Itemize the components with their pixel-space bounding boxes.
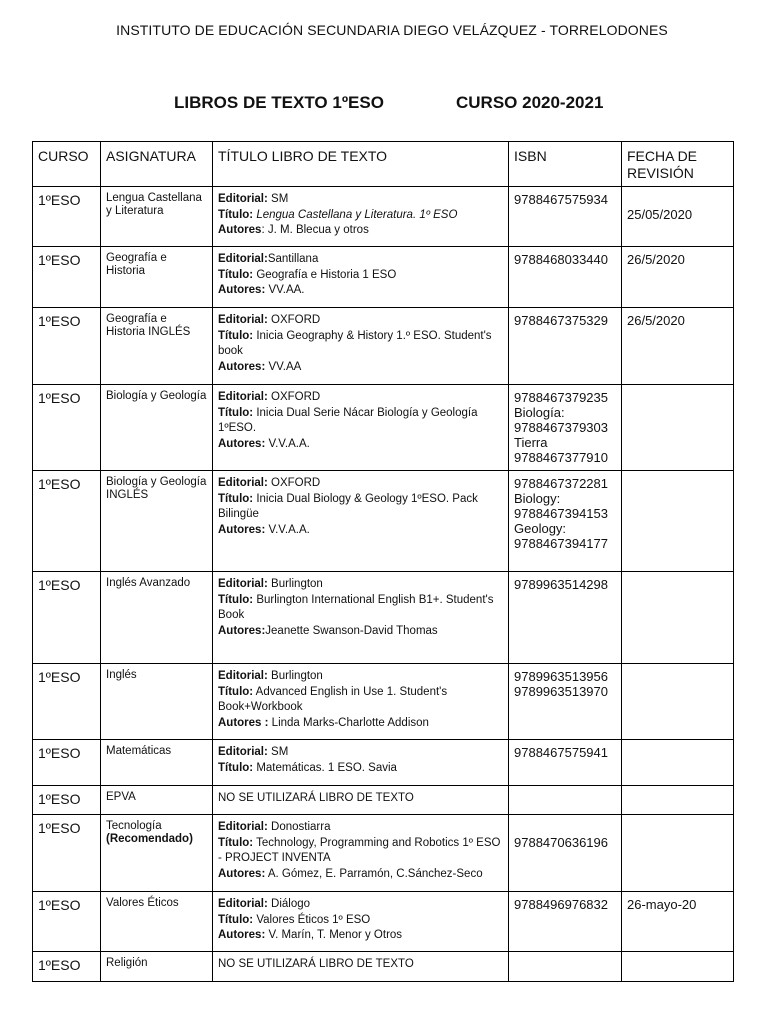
autores-label: Autores: (218, 360, 266, 373)
cell-fecha (622, 664, 734, 740)
cell-asignatura (101, 572, 213, 664)
asignatura-note: (Recomendado) (106, 833, 193, 845)
asignatura-text: Geografía e Historia (106, 252, 167, 277)
cell-titulo (213, 815, 509, 892)
titulo-value: Inicia Geography & History 1.º ESO. Student's book (218, 329, 492, 357)
titulo-label: Título: (218, 836, 254, 849)
cell-fecha: 25/05/2020 (622, 187, 734, 247)
editorial-line (218, 252, 503, 268)
cell-fecha (622, 786, 734, 815)
titulo-value: Lengua Castellana y Literatura. 1º ESO (253, 208, 458, 221)
titulo-value: Technology, Programming and Robotics 1º ESO - PROJECT INVENTA (218, 836, 501, 864)
isbn-line: 9788467379235 (514, 390, 608, 405)
cell-fecha (622, 815, 734, 892)
editorial-line (218, 669, 503, 685)
editorial-line (218, 745, 503, 761)
table-row (33, 815, 734, 892)
editorial-line (218, 313, 503, 329)
cell-fecha (622, 572, 734, 664)
editorial-label: Editorial: (218, 898, 268, 910)
autores-value: : J. M. Blecua y otros (261, 224, 369, 236)
table-row (33, 664, 734, 740)
editorial-value: Santillana (267, 253, 319, 265)
table-row (33, 385, 734, 471)
asignatura-text: Biología y Geología INGLÉS (106, 476, 207, 501)
editorial-line (218, 476, 503, 492)
titulo-value: Matemáticas. 1 ESO. Savia (253, 761, 397, 774)
cell-fecha: 26/5/2020 (622, 308, 734, 385)
editorial-line (218, 192, 503, 208)
header-fecha: FECHA DE REVISIÓN (622, 142, 734, 187)
cell-titulo (213, 740, 509, 786)
titulo-line (218, 761, 503, 777)
cell-asignatura (101, 892, 213, 952)
autores-value: Linda Marks-Charlotte Addison (268, 716, 429, 729)
titulo-label: Título: (218, 329, 254, 342)
header-isbn: ISBN (509, 142, 622, 187)
titulo-line (218, 685, 503, 716)
titulo-label: Título: (218, 208, 254, 221)
autores-label: Autores: (218, 867, 266, 880)
titulo-line (218, 208, 503, 224)
cell-asignatura (101, 385, 213, 471)
titulo-line (218, 836, 503, 867)
autores-value: A. Gómez, E. Parramón, C.Sánchez-Seco (265, 867, 483, 880)
cell-fecha (622, 471, 734, 572)
asignatura-text: Inglés (106, 669, 137, 681)
titulo-value: Geografía e Historia 1 ESO (253, 268, 397, 281)
titulo-label: Título: (218, 913, 254, 926)
editorial-label: Editorial: (218, 477, 268, 489)
cell-curso: 1ºESO (33, 385, 101, 471)
autores-label: Autores: (218, 624, 266, 637)
cell-asignatura (101, 786, 213, 815)
cell-titulo (213, 952, 509, 982)
editorial-label: Editorial: (218, 821, 268, 833)
isbn-line: 9788467379303 (514, 420, 608, 435)
table-row (33, 187, 734, 247)
isbn-line: 9788467394153 (514, 506, 608, 521)
titulo-line (218, 492, 503, 523)
asignatura-text: Matemáticas (106, 745, 172, 757)
cell-titulo (213, 385, 509, 471)
autores-label: Autores: (218, 523, 266, 536)
cell-titulo (213, 786, 509, 815)
cell-isbn (509, 385, 622, 471)
autores-label: Autores (218, 224, 262, 236)
table-row (33, 952, 734, 982)
autores-line (218, 867, 503, 883)
editorial-value: Burlington (267, 578, 323, 590)
isbn-line: 9789963513970 (514, 684, 608, 699)
titulo-value: Burlington International English B1+. Student's Book (218, 593, 494, 621)
editorial-label: Editorial: (218, 253, 268, 265)
cell-fecha: 26-mayo-20 (622, 892, 734, 952)
isbn-line: Tierra (514, 435, 548, 450)
isbn-line: 9788467575941 (514, 745, 608, 760)
isbn-line (514, 820, 616, 835)
cell-asignatura (101, 247, 213, 308)
cell-isbn (509, 664, 622, 740)
autores-line (218, 223, 503, 239)
no-book-note: NO SE UTILIZARÁ LIBRO DE TEXTO (218, 792, 414, 804)
cell-isbn (509, 815, 622, 892)
header-curso: CURSO (33, 142, 101, 187)
editorial-value: OXFORD (267, 314, 321, 326)
editorial-label: Editorial: (218, 391, 268, 403)
cell-asignatura (101, 815, 213, 892)
cell-asignatura (101, 187, 213, 247)
table-row (33, 572, 734, 664)
cell-isbn (509, 952, 622, 982)
autores-value: Jeanette Swanson-David Thomas (265, 624, 438, 637)
cell-asignatura (101, 740, 213, 786)
editorial-value: SM (267, 746, 289, 758)
table-row (33, 786, 734, 815)
autores-line (218, 523, 503, 539)
cell-isbn (509, 786, 622, 815)
editorial-value: Donostiarra (267, 821, 331, 833)
header-titulo: TÍTULO LIBRO DE TEXTO (213, 142, 509, 187)
asignatura-text: Biología y Geología (106, 390, 207, 402)
isbn-line: 9788468033440 (514, 252, 608, 267)
table-row (33, 471, 734, 572)
asignatura-text: Valores Éticos (106, 897, 179, 909)
table-row (33, 740, 734, 786)
autores-line (218, 624, 503, 640)
cell-curso: 1ºESO (33, 187, 101, 247)
titulo-label: Título: (218, 761, 254, 774)
table-row (33, 247, 734, 308)
editorial-value: OXFORD (267, 391, 321, 403)
cell-fecha (622, 952, 734, 982)
titulo-value: Inicia Dual Serie Nácar Biología y Geología 1ºESO. (218, 406, 478, 434)
editorial-line (218, 390, 503, 406)
editorial-value: OXFORD (267, 477, 321, 489)
cell-curso: 1ºESO (33, 786, 101, 815)
cell-fecha: 26/5/2020 (622, 247, 734, 308)
editorial-label: Editorial: (218, 193, 268, 205)
table-row (33, 892, 734, 952)
cell-isbn (509, 247, 622, 308)
autores-value: VV.AA (265, 360, 302, 373)
cell-isbn (509, 187, 622, 247)
cell-titulo (213, 471, 509, 572)
cell-asignatura (101, 952, 213, 982)
editorial-label: Editorial: (218, 314, 268, 326)
title-course-year: CURSO 2020-2021 (456, 93, 604, 112)
cell-curso: 1ºESO (33, 952, 101, 982)
cell-isbn (509, 892, 622, 952)
titulo-line (218, 406, 503, 437)
editorial-line (218, 820, 503, 836)
cell-curso: 1ºESO (33, 471, 101, 572)
cell-curso: 1ºESO (33, 308, 101, 385)
editorial-value: Burlington (267, 670, 323, 682)
table-header-row (33, 142, 734, 187)
cell-fecha (622, 385, 734, 471)
isbn-line: 9788467372281 (514, 476, 608, 491)
editorial-value: Diálogo (267, 898, 311, 910)
titulo-line (218, 329, 503, 360)
editorial-line (218, 577, 503, 593)
table-row (33, 308, 734, 385)
cell-curso: 1ºESO (33, 247, 101, 308)
autores-value: V.V.A.A. (265, 437, 310, 450)
editorial-label: Editorial: (218, 578, 268, 590)
autores-line (218, 928, 503, 944)
autores-label: Autores: (218, 437, 266, 450)
asignatura-text: EPVA (106, 791, 136, 803)
autores-value: V. Marín, T. Menor y Otros (265, 929, 403, 941)
autores-line (218, 437, 503, 453)
isbn-line: Biología: (514, 405, 565, 420)
titulo-label: Título: (218, 268, 254, 281)
titulo-label: Título: (218, 406, 254, 419)
titulo-line (218, 593, 503, 624)
autores-label: Autores : (218, 716, 269, 729)
asignatura-text: Lengua Castellana y Literatura (106, 192, 202, 217)
cell-titulo (213, 187, 509, 247)
cell-asignatura (101, 664, 213, 740)
cell-curso: 1ºESO (33, 740, 101, 786)
asignatura-text: Inglés Avanzado (106, 577, 191, 589)
asignatura-text: Geografía e Historia INGLÉS (106, 313, 191, 338)
editorial-label: Editorial: (218, 746, 268, 758)
cell-curso: 1ºESO (33, 892, 101, 952)
autores-label: Autores: (218, 284, 266, 296)
cell-asignatura (101, 471, 213, 572)
editorial-line (218, 897, 503, 913)
institute-name: INSTITUTO DE EDUCACIÓN SECUNDARIA DIEGO VELÁZQUEZ - TORRELODONES (116, 22, 668, 38)
titulo-line (218, 913, 503, 929)
cell-titulo (213, 572, 509, 664)
cell-isbn (509, 740, 622, 786)
isbn-line: 9788467394177 (514, 536, 608, 551)
isbn-line: 9788467375329 (514, 313, 608, 328)
autores-line (218, 716, 503, 732)
titulo-value: Valores Éticos 1º ESO (253, 913, 371, 926)
cell-titulo (213, 892, 509, 952)
asignatura-text: Religión (106, 957, 148, 969)
titulo-value: Advanced English in Use 1. Student's Book+Workbook (218, 685, 448, 713)
autores-line (218, 283, 503, 299)
cell-asignatura (101, 308, 213, 385)
titulo-value: Inicia Dual Biology & Geology 1ºESO. Pack Bilingüe (218, 492, 478, 520)
titulo-label: Título: (218, 593, 254, 606)
cell-curso: 1ºESO (33, 664, 101, 740)
editorial-value: SM (267, 193, 289, 205)
titulo-line (218, 268, 503, 284)
isbn-line: Geology: (514, 521, 567, 536)
isbn-line: 9788467575934 (514, 192, 608, 207)
isbn-line: 9788496976832 (514, 897, 608, 912)
cell-titulo (213, 664, 509, 740)
editorial-label: Editorial: (218, 670, 268, 682)
autores-value: V.V.A.A. (265, 523, 310, 536)
isbn-line: 9789963514298 (514, 577, 608, 592)
cell-curso: 1ºESO (33, 572, 101, 664)
cell-titulo (213, 308, 509, 385)
autores-value: VV.AA. (265, 284, 305, 296)
title-books: LIBROS DE TEXTO 1ºESO (174, 93, 384, 112)
cell-isbn (509, 471, 622, 572)
cell-curso: 1ºESO (33, 815, 101, 892)
titulo-label: Título: (218, 492, 254, 505)
isbn-line: 9788467377910 (514, 450, 608, 465)
titulo-label: Título: (218, 685, 254, 698)
autores-line (218, 360, 503, 376)
cell-fecha (622, 740, 734, 786)
isbn-line: 9788470636196 (514, 835, 608, 850)
cell-isbn (509, 572, 622, 664)
header-asignatura: ASIGNATURA (101, 142, 213, 187)
isbn-line: Biology: (514, 491, 561, 506)
textbooks-table (32, 141, 734, 982)
asignatura-text: Tecnología (106, 820, 162, 832)
isbn-line: 9789963513956 (514, 669, 608, 684)
cell-isbn (509, 308, 622, 385)
cell-titulo (213, 247, 509, 308)
autores-label: Autores: (218, 929, 266, 941)
no-book-note: NO SE UTILIZARÁ LIBRO DE TEXTO (218, 958, 414, 970)
